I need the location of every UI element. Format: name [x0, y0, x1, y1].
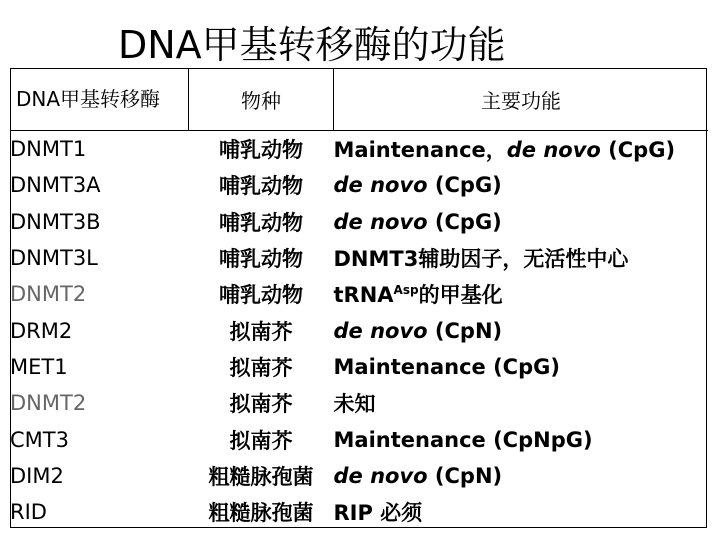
- enzyme-cell: DNMT2: [10, 391, 87, 416]
- enzyme-cell: RID: [10, 500, 47, 525]
- species-cell: 哺乳动物: [219, 138, 303, 163]
- species-cell: 哺乳动物: [219, 210, 303, 235]
- page-title: DNA甲基转移酶的功能: [118, 23, 506, 67]
- species-cell: 哺乳动物: [219, 283, 303, 308]
- enzyme-cell: DIM2: [10, 463, 64, 488]
- function-text: de novo: [506, 138, 601, 163]
- species-cell: 拟南芥: [229, 355, 293, 380]
- function-cell: [334, 421, 709, 457]
- header-enzyme: DNA甲基转移酶: [10, 68, 189, 131]
- species-cell: 粗糙脉孢菌: [208, 464, 314, 489]
- table-row: [10, 349, 708, 385]
- function-text: RIP 必须: [333, 501, 423, 526]
- function-cell: [334, 458, 709, 494]
- function-text: 未知: [333, 392, 376, 417]
- enzyme-cell: DNMT3B: [10, 209, 101, 234]
- enzyme-cell: MET1: [10, 354, 68, 379]
- species-cell: 哺乳动物: [219, 247, 303, 272]
- function-text: Asp: [393, 283, 419, 298]
- function-cell: [334, 167, 709, 203]
- table-row: [10, 167, 708, 203]
- methyltransferase-table: [10, 68, 708, 530]
- function-cell: [334, 131, 709, 168]
- function-text: de novo: [333, 318, 428, 343]
- enzyme-cell: DNMT3L: [10, 246, 98, 271]
- header-function: 主要功能: [334, 68, 709, 131]
- enzyme-cell: DNMT1: [10, 137, 87, 162]
- table-row: [10, 204, 708, 240]
- function-text: (CpG): [427, 209, 502, 234]
- enzyme-cell: DNMT2: [10, 282, 87, 307]
- function-cell: [334, 349, 709, 385]
- enzyme-cell: CMT3: [10, 427, 69, 452]
- function-text: tRNA: [333, 283, 394, 308]
- table-row: [10, 240, 708, 276]
- function-cell: [334, 276, 709, 312]
- species-cell: 拟南芥: [229, 428, 293, 453]
- table-row: [10, 131, 708, 168]
- function-text: de novo: [333, 173, 428, 198]
- table-row: [10, 312, 708, 348]
- species-cell: 拟南芥: [229, 319, 293, 344]
- function-text: Maintenance (CpG): [333, 354, 560, 379]
- table-row: [10, 421, 708, 457]
- species-cell: 哺乳动物: [219, 174, 303, 199]
- function-cell: [334, 204, 709, 240]
- enzyme-cell: DRM2: [10, 318, 73, 343]
- table-header-row: [10, 68, 708, 131]
- header-species: 物种: [189, 68, 334, 131]
- species-cell: 拟南芥: [229, 392, 293, 417]
- function-text: (CpN): [427, 463, 503, 488]
- table-row: [10, 458, 708, 494]
- function-text: de novo: [333, 463, 428, 488]
- function-cell: [334, 240, 709, 276]
- species-cell: 粗糙脉孢菌: [208, 501, 314, 526]
- function-text: DNMT3辅助因子，无活性中心: [333, 247, 629, 272]
- table-row: [10, 276, 708, 312]
- function-text: (CpG): [427, 173, 502, 198]
- function-cell: [334, 385, 709, 421]
- function-text: 的甲基化: [418, 283, 503, 308]
- function-text: Maintenance (CpNpG): [333, 427, 593, 452]
- function-text: de novo: [333, 209, 428, 234]
- enzyme-cell: DNMT3A: [10, 173, 101, 198]
- function-cell: [334, 494, 709, 530]
- function-text: Maintenance，: [333, 138, 507, 163]
- function-cell: [334, 312, 709, 348]
- function-text: (CpN): [427, 318, 503, 343]
- function-text: (CpG): [600, 138, 676, 163]
- table-row: [10, 385, 708, 421]
- table-row: [10, 494, 708, 530]
